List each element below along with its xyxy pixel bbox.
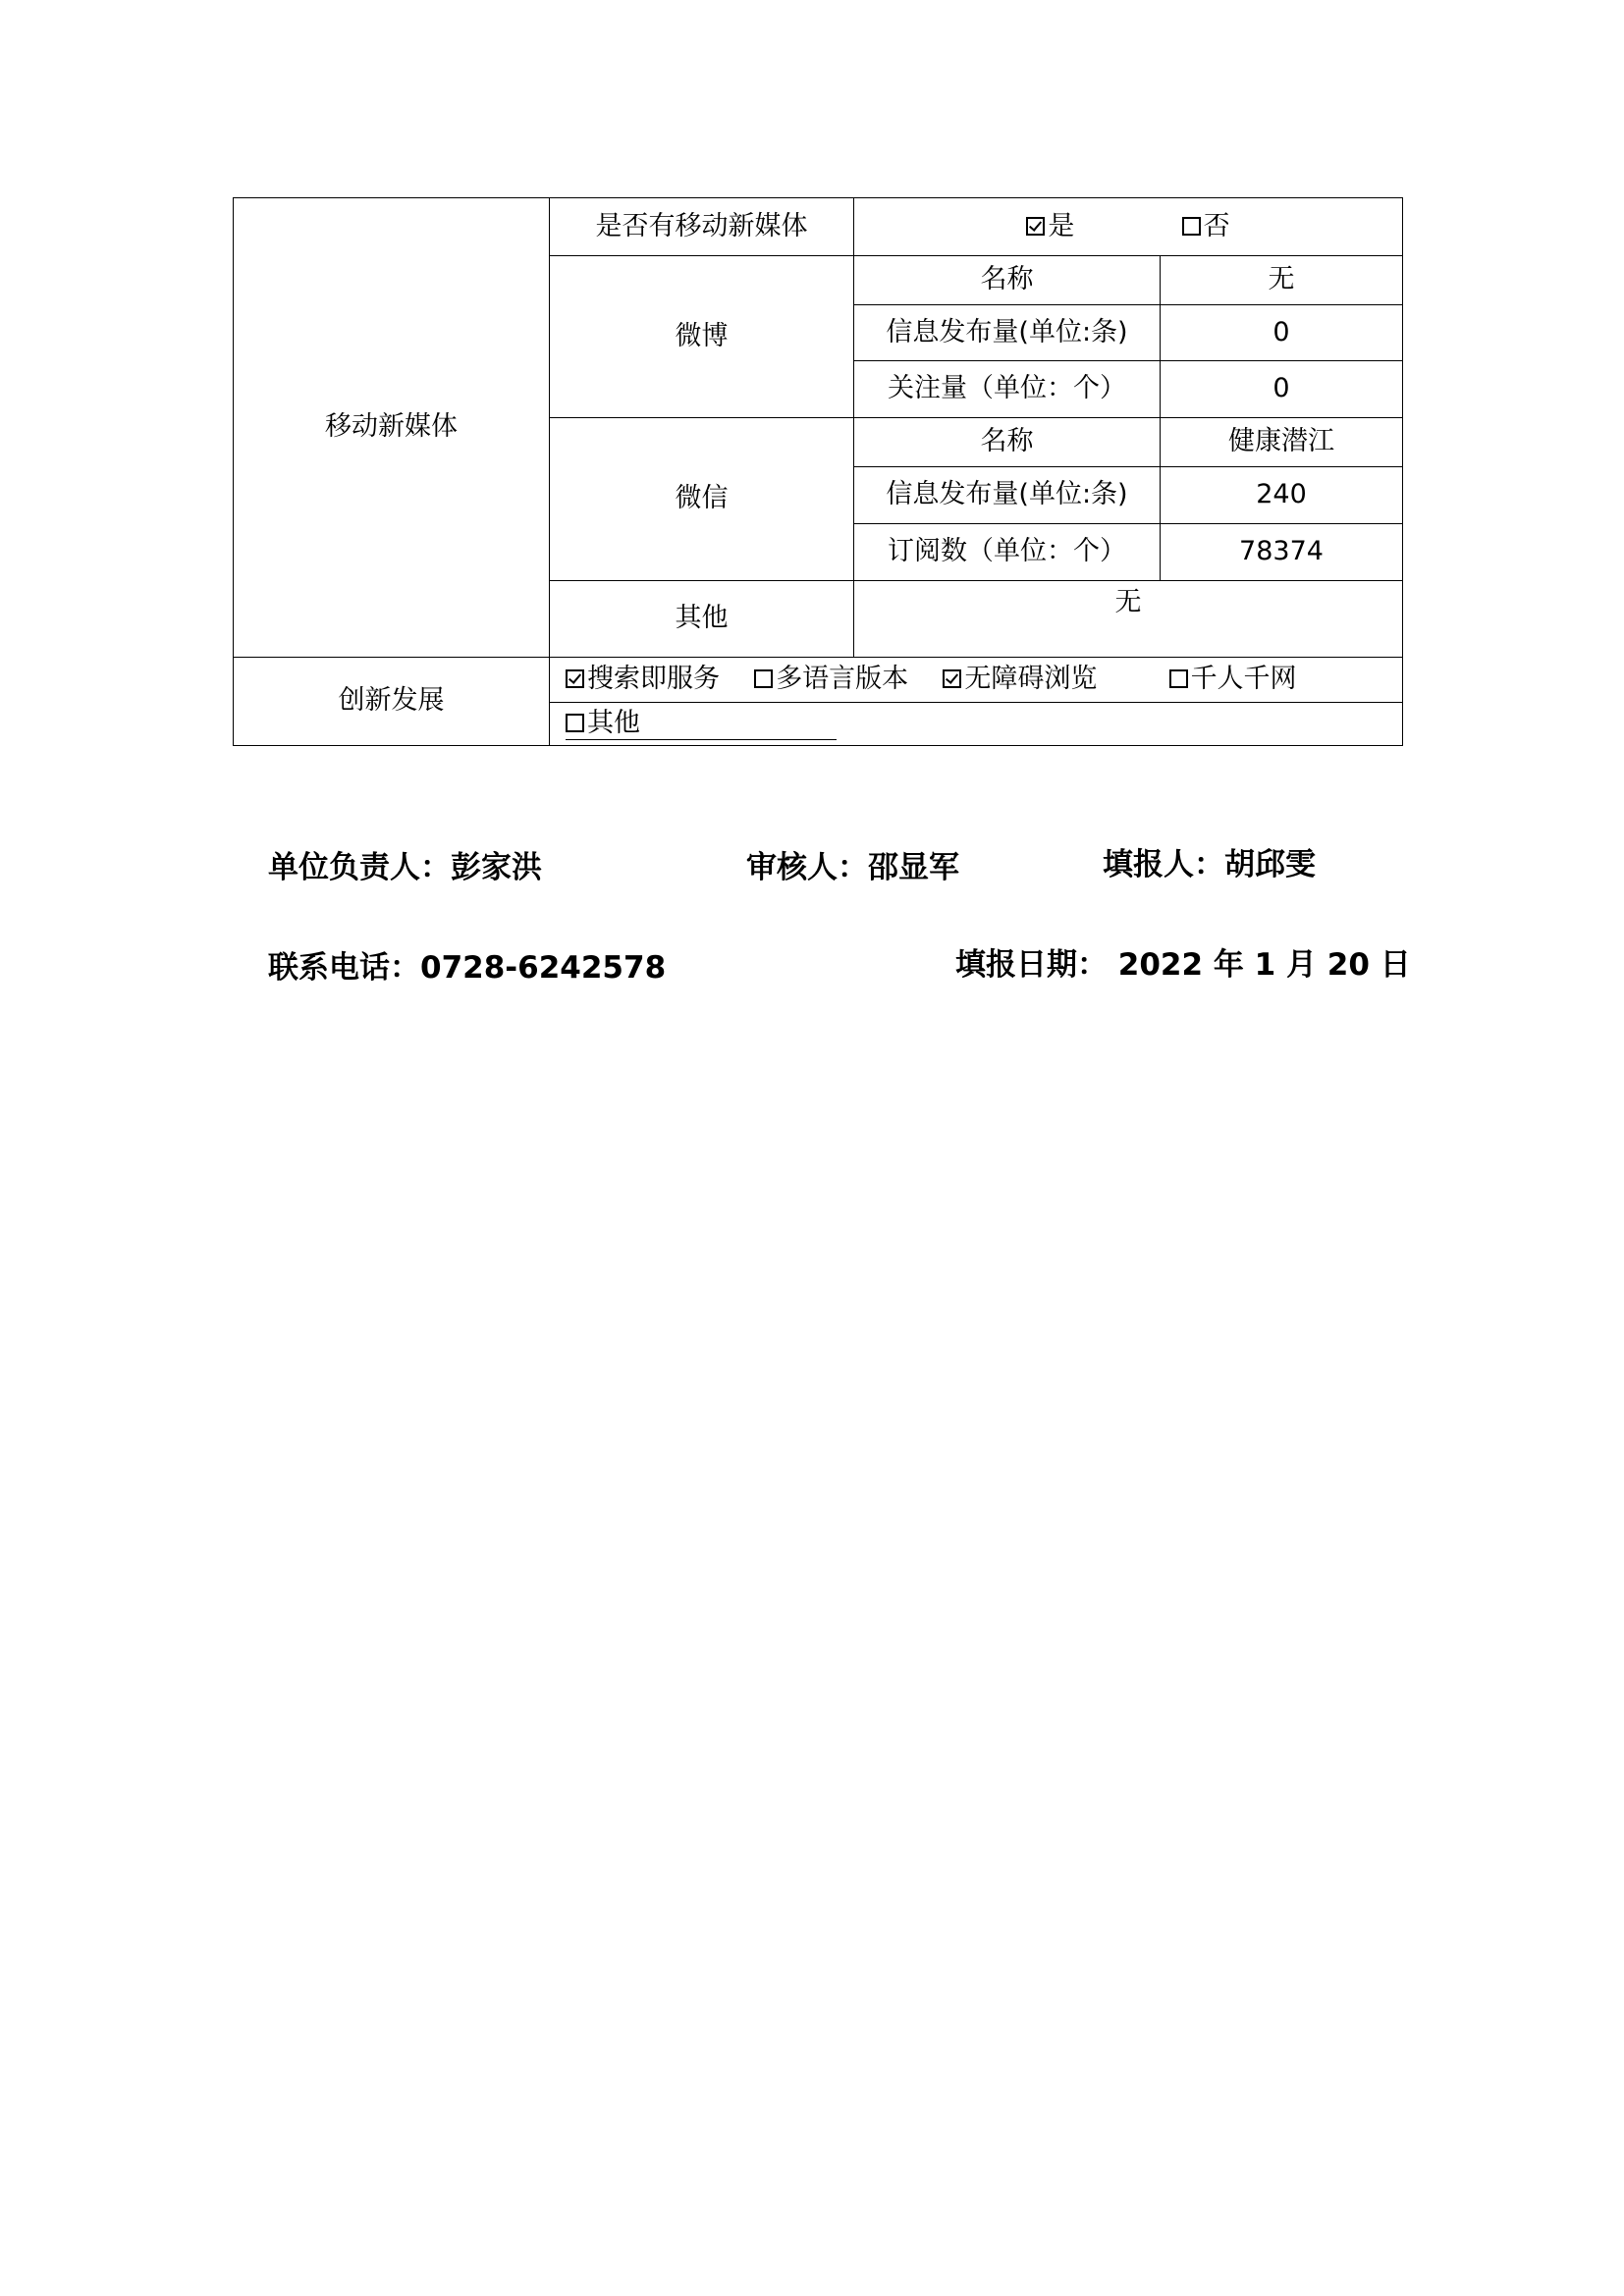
- wechat-posts-value: 240: [1161, 467, 1403, 524]
- checkbox-unchecked-icon: [1182, 217, 1201, 236]
- option-search-service[interactable]: 搜索即服务: [566, 664, 720, 695]
- wechat-label: 微信: [550, 418, 854, 581]
- option-personalized[interactable]: 千人千网: [1169, 664, 1297, 695]
- contact-phone: 联系电话：0728-6242578: [268, 950, 667, 986]
- yes-option[interactable]: 是: [1026, 211, 1074, 241]
- has-new-media-options: [854, 198, 1403, 256]
- checkbox-checked-icon: [943, 669, 961, 688]
- weibo-followers-label: 关注量（单位：个）: [854, 361, 1161, 418]
- weibo-name-label: 名称: [854, 256, 1161, 305]
- weibo-name-value: 无: [1161, 256, 1403, 305]
- wechat-subscribers-label: 订阅数（单位：个）: [854, 524, 1161, 581]
- checkbox-unchecked-icon: [566, 714, 584, 732]
- checkbox-unchecked-icon: [754, 669, 773, 688]
- report-date: 填报日期： 2022 年 1 月 20 日: [955, 947, 1411, 983]
- unit-head: 单位负责人：彭家洪: [268, 850, 542, 885]
- other-media-value: 无: [854, 581, 1403, 658]
- reviewer: 审核人：邵显军: [746, 850, 959, 885]
- filler: 填报人：胡邱雯: [1103, 847, 1316, 882]
- option-other[interactable]: 其他: [566, 708, 837, 740]
- media-info-table: [233, 197, 1403, 746]
- innovation-options: [550, 658, 1403, 703]
- wechat-subscribers-value: 78374: [1161, 524, 1403, 581]
- checkbox-checked-icon: [1026, 217, 1045, 236]
- weibo-label: 微博: [550, 256, 854, 418]
- option-accessibility[interactable]: 无障碍浏览: [943, 664, 1097, 695]
- wechat-name-label: 名称: [854, 418, 1161, 467]
- wechat-name-value: 健康潜江: [1161, 418, 1403, 467]
- option-multi-language[interactable]: 多语言版本: [754, 664, 908, 695]
- no-option[interactable]: 否: [1182, 211, 1230, 241]
- checkbox-checked-icon: [566, 669, 584, 688]
- innovation-other: [550, 703, 1403, 746]
- wechat-posts-label: 信息发布量(单位:条): [854, 467, 1161, 524]
- weibo-posts-value: 0: [1161, 305, 1403, 361]
- weibo-followers-value: 0: [1161, 361, 1403, 418]
- checkbox-unchecked-icon: [1169, 669, 1188, 688]
- section-label: 移动新媒体: [234, 198, 550, 658]
- other-media-label: 其他: [550, 581, 854, 658]
- weibo-posts-label: 信息发布量(单位:条): [854, 305, 1161, 361]
- innovation-label: 创新发展: [234, 658, 550, 746]
- has-new-media-label: 是否有移动新媒体: [550, 198, 854, 256]
